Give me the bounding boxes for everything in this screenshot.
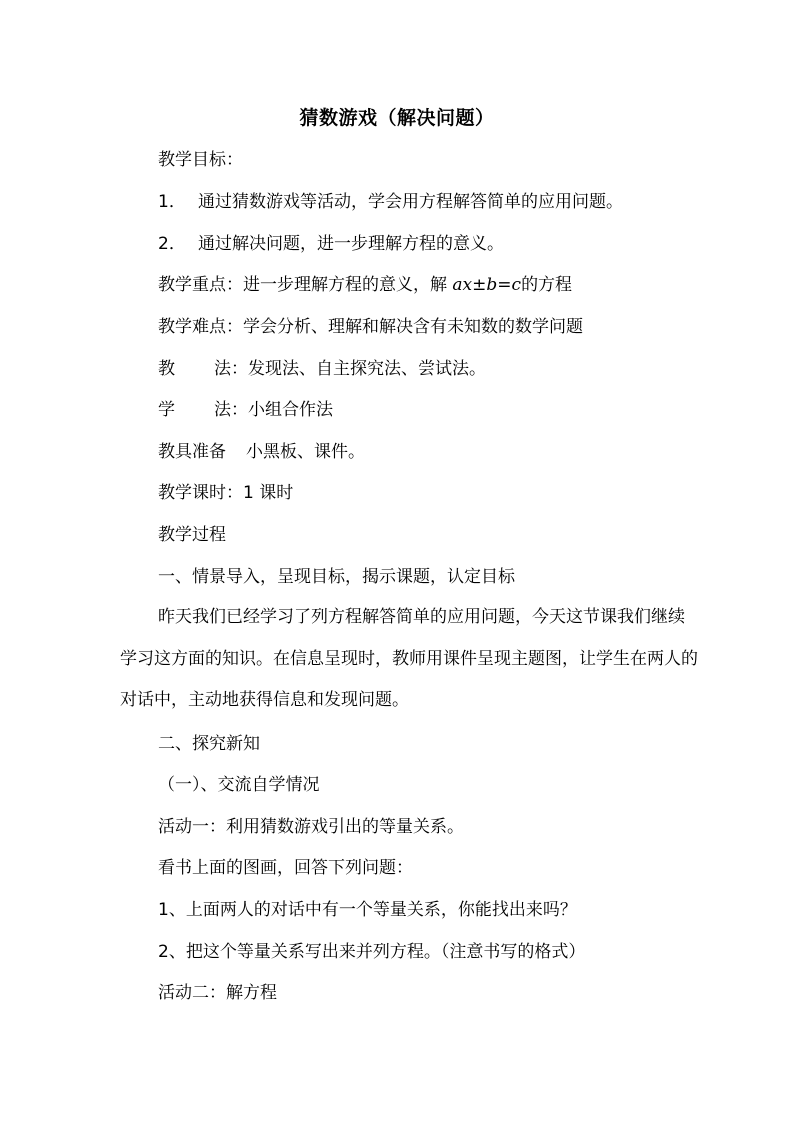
objectives-heading: 教学目标： <box>158 150 243 170</box>
objective-2 <box>158 232 504 256</box>
key-points-suffix: 的方程 <box>521 275 573 295</box>
instruction: 看书上面的图画，回答下列问题： <box>158 858 413 878</box>
objective-1 <box>158 190 623 214</box>
question-1: 1、上面两人的对话中有一个等量关系，你能找出来吗？ <box>158 900 577 920</box>
equation-plus-minus: ± <box>472 275 487 295</box>
document-title: 猜数游戏（解决问题） <box>299 107 495 129</box>
subsection-1-heading: （一）、交流自学情况 <box>158 775 320 795</box>
teaching-tools-value: 小黑板、课件。 <box>246 442 365 462</box>
objective-1-number: 1． <box>158 192 186 212</box>
objective-1-text: 通过猜数游戏等活动，学会用方程解答简单的应用问题。 <box>198 192 623 212</box>
difficulty: 教学难点：学会分析、理解和解决含有未知数的数学问题 <box>158 317 583 337</box>
activity-2: 活动二：解方程 <box>158 983 277 1003</box>
section-2-heading: 二、探究新知 <box>158 734 260 754</box>
key-points-prefix: 教学重点：进一步理解方程的意义，解 <box>158 275 447 295</box>
teaching-method-text: 法：发现法、自主探究法、尝试法。 <box>214 359 486 379</box>
teaching-method-char: 教 <box>158 359 175 379</box>
key-points <box>158 273 572 297</box>
equation-var-ax: ax <box>452 275 473 295</box>
learning-method-char: 学 <box>158 400 175 420</box>
teaching-process-heading: 教学过程 <box>158 525 226 545</box>
paragraph-1-text: 昨天我们已经学习了列方程解答简单的应用问题，今天这节课我们继续学习这方面的知识。在信息呈现时，教师用课件呈现主题图，让学生在两人的对话中，主动地获得信息和发现问题。 <box>120 607 698 710</box>
learning-method <box>158 398 333 422</box>
objective-2-text: 通过解决问题，进一步理解方程的意义。 <box>198 234 504 254</box>
teaching-tools-label: 教具准备 <box>158 442 226 462</box>
teaching-method <box>158 357 486 381</box>
paragraph-1 <box>120 597 700 722</box>
class-hours: 教学课时：1 课时 <box>158 483 294 503</box>
section-1-heading: 一、情景导入，呈现目标，揭示课题，认定目标 <box>158 567 515 587</box>
learning-method-text: 法：小组合作法 <box>214 400 333 420</box>
equation-var-c: c <box>511 275 522 295</box>
teaching-tools <box>158 440 365 464</box>
question-2: 2、把这个等量关系写出来并列方程。（注意书写的格式） <box>158 942 586 962</box>
activity-1: 活动一：利用猜数游戏引出的等量关系。 <box>158 817 464 837</box>
equation-equals: = <box>497 275 512 295</box>
objective-2-number: 2． <box>158 234 186 254</box>
equation-var-b: b <box>486 275 498 295</box>
